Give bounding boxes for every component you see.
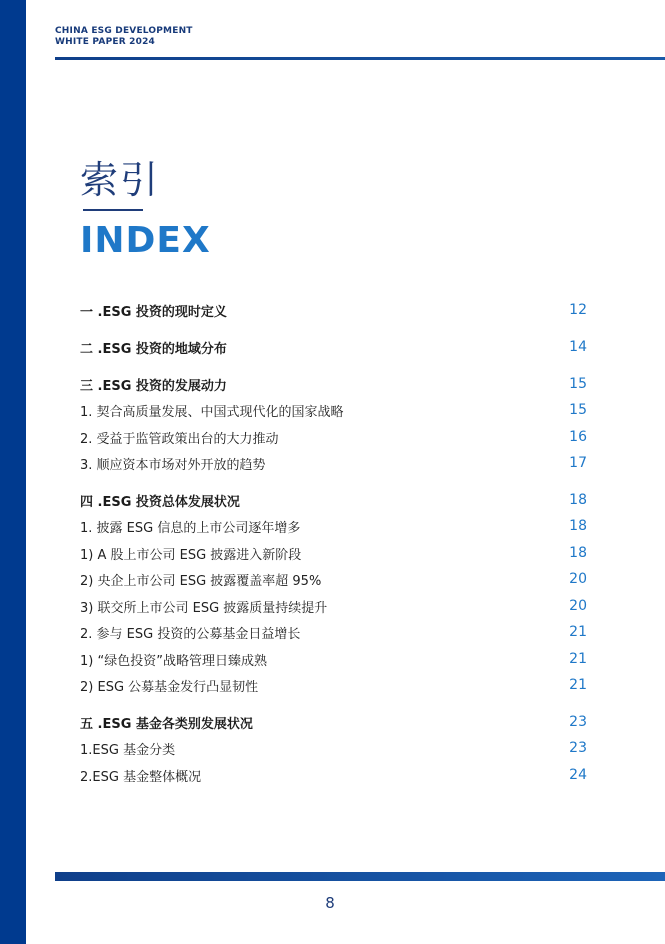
toc-entry-label: 1.ESG 基金分类 bbox=[80, 742, 176, 758]
toc-entry-label: 1. 披露 ESG 信息的上市公司逐年增多 bbox=[80, 520, 301, 536]
toc-entry[interactable] bbox=[80, 622, 587, 642]
toc-entry-label: 3) 联交所上市公司 ESG 披露质量持续提升 bbox=[80, 600, 328, 616]
footer-divider bbox=[55, 872, 665, 881]
toc-entry-page: 18 bbox=[569, 518, 587, 534]
toc-entry[interactable] bbox=[80, 374, 587, 394]
toc-entry[interactable] bbox=[80, 569, 587, 589]
toc-entry[interactable] bbox=[80, 490, 587, 510]
toc-entry-label: 一 .ESG 投资的现时定义 bbox=[80, 304, 227, 320]
toc-entry-label: 三 .ESG 投资的发展动力 bbox=[80, 378, 227, 394]
report-header bbox=[55, 26, 193, 48]
toc-entry-label: 1) A 股上市公司 ESG 披露进入新阶段 bbox=[80, 547, 302, 563]
toc-entry-label: 2. 参与 ESG 投资的公募基金日益增长 bbox=[80, 626, 301, 642]
toc-entry[interactable] bbox=[80, 453, 587, 473]
toc-entry[interactable] bbox=[80, 543, 587, 563]
toc-entry[interactable] bbox=[80, 427, 587, 447]
toc-entry-label: 1. 契合高质量发展、中国式现代化的国家战略 bbox=[80, 404, 344, 420]
toc-entry[interactable] bbox=[80, 738, 587, 758]
toc-entry-label: 五 .ESG 基金各类别发展状况 bbox=[80, 716, 253, 732]
page-title-chinese: 索引 bbox=[80, 158, 161, 202]
toc-entry[interactable] bbox=[80, 649, 587, 669]
toc-entry-label: 四 .ESG 投资总体发展状况 bbox=[80, 494, 240, 510]
toc-entry-page: 12 bbox=[569, 302, 587, 318]
title-underline bbox=[83, 209, 143, 211]
header-divider bbox=[55, 57, 665, 60]
toc-entry-page: 15 bbox=[569, 376, 587, 392]
toc-entry-page: 23 bbox=[569, 740, 587, 756]
toc-entry-page: 21 bbox=[569, 651, 587, 667]
toc-entry-label: 3. 顺应资本市场对外开放的趋势 bbox=[80, 457, 266, 473]
toc-entry[interactable] bbox=[80, 596, 587, 616]
toc-entry[interactable] bbox=[80, 337, 587, 357]
toc-entry-page: 16 bbox=[569, 429, 587, 445]
toc-entry-label: 二 .ESG 投资的地域分布 bbox=[80, 341, 227, 357]
toc-entry-label: 1) “绿色投资”战略管理日臻成熟 bbox=[80, 653, 267, 669]
toc-entry[interactable] bbox=[80, 300, 587, 320]
toc-entry-page: 23 bbox=[569, 714, 587, 730]
header-line-1: CHINA ESG DEVELOPMENT bbox=[55, 26, 193, 36]
toc-entry-page: 18 bbox=[569, 545, 587, 561]
toc-entry[interactable] bbox=[80, 400, 587, 420]
toc-entry-page: 21 bbox=[569, 677, 587, 693]
header-line-2: WHITE PAPER 2024 bbox=[55, 37, 156, 47]
toc-entry-page: 15 bbox=[569, 402, 587, 418]
left-sidebar-bar bbox=[0, 0, 26, 944]
toc-entry[interactable] bbox=[80, 765, 587, 785]
toc-entry-page: 20 bbox=[569, 571, 587, 587]
page-title-english: INDEX bbox=[80, 220, 211, 261]
page-number: 8 bbox=[325, 894, 335, 912]
toc-entry[interactable] bbox=[80, 712, 587, 732]
toc-entry[interactable] bbox=[80, 516, 587, 536]
toc-entry-page: 24 bbox=[569, 767, 587, 783]
toc-entry-page: 17 bbox=[569, 455, 587, 471]
toc-entry-label: 2. 受益于监管政策出台的大力推动 bbox=[80, 431, 279, 447]
toc-entry-label: 2) 央企上市公司 ESG 披露覆盖率超 95% bbox=[80, 573, 322, 589]
toc-entry[interactable] bbox=[80, 675, 587, 695]
toc-entry-page: 14 bbox=[569, 339, 587, 355]
toc-entry-page: 18 bbox=[569, 492, 587, 508]
toc-entry-label: 2) ESG 公募基金发行凸显韧性 bbox=[80, 679, 259, 695]
toc-entry-page: 20 bbox=[569, 598, 587, 614]
toc-entry-page: 21 bbox=[569, 624, 587, 640]
toc-entry-label: 2.ESG 基金整体概况 bbox=[80, 769, 202, 785]
